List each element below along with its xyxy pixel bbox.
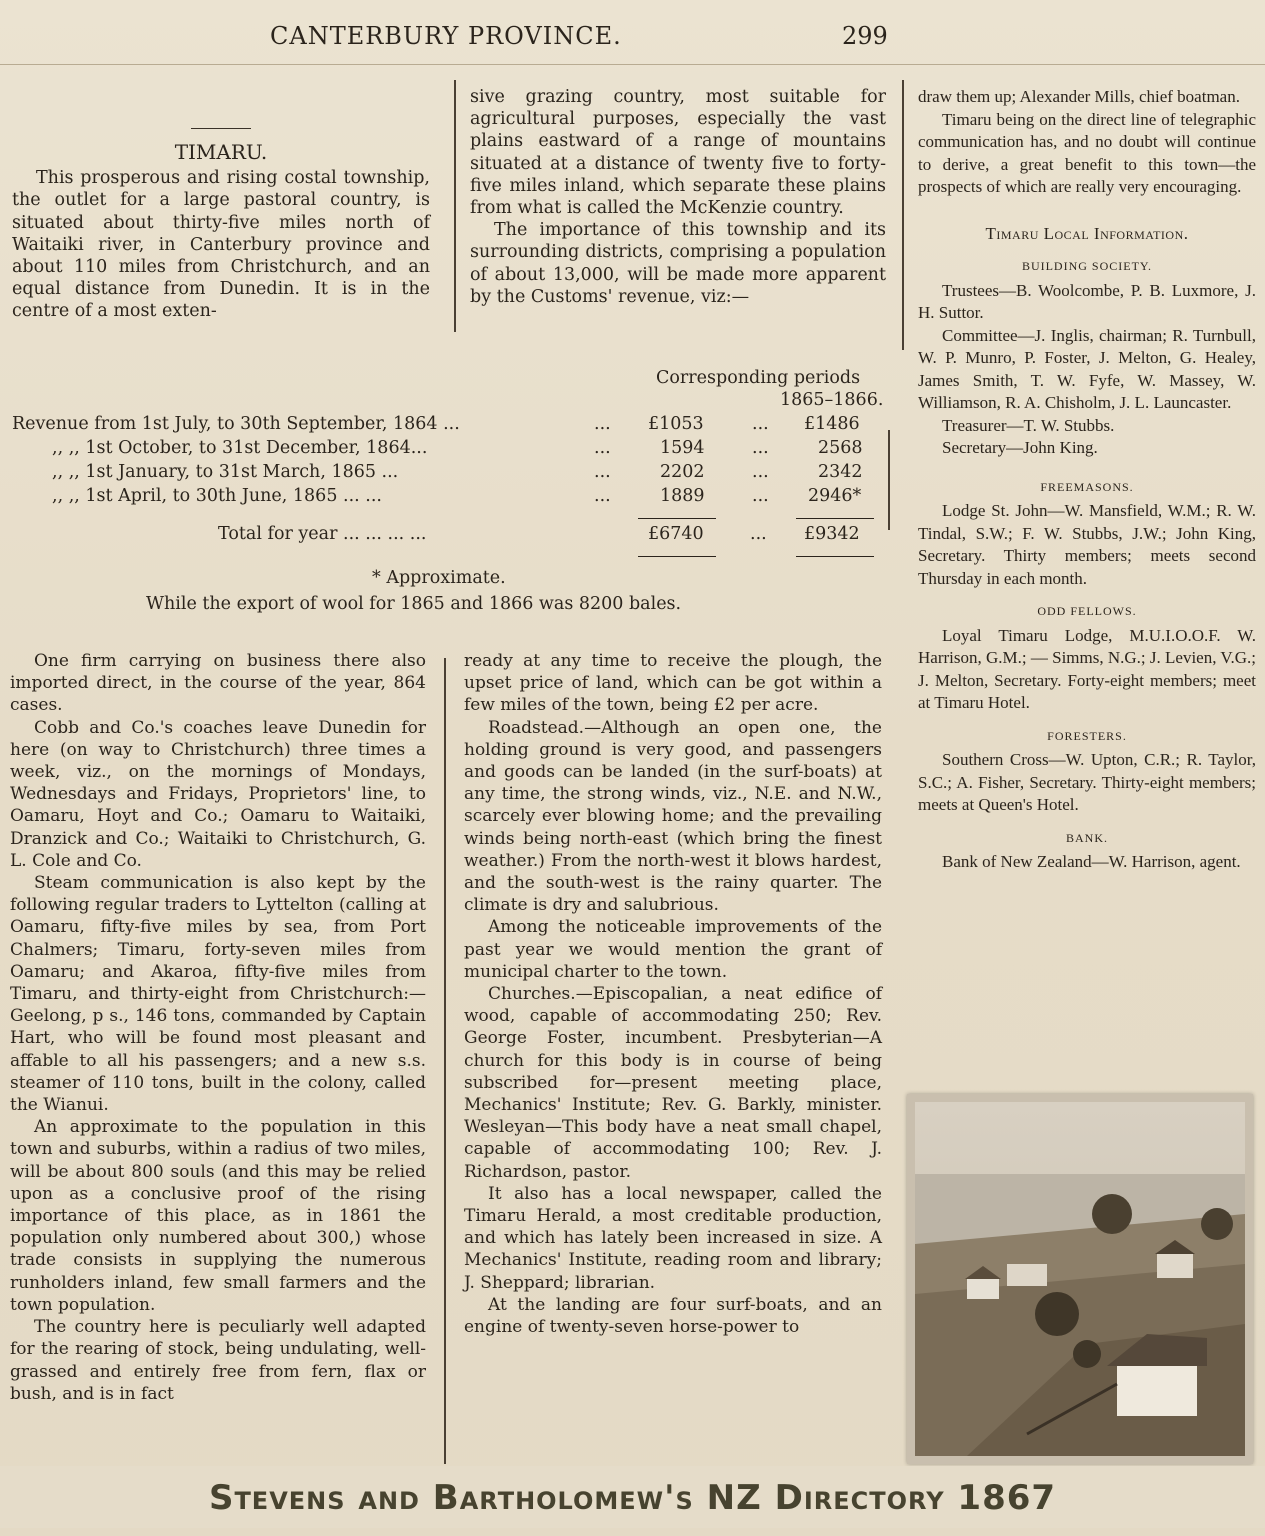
town-photo-illustration — [907, 1094, 1253, 1464]
running-title: CANTERBURY PROVINCE. — [270, 22, 622, 50]
total-rule-a — [638, 518, 716, 519]
timaru-photograph — [907, 1094, 1253, 1464]
revenue-row: ,, ,, 1st January, to 31st March, 1865 ... ... 2202 ... 2342 — [52, 462, 863, 482]
customs-revenue-table — [12, 368, 892, 618]
newspaper-paragraph: It also has a local newspaper, called the Timaru Herald, a most creditable production, and which has lately been increased in size. A Mechanics' Institute, reading room and library; J. Sheppard; librarian. — [464, 1183, 882, 1293]
churches-paragraph: Churches.—Episcopalian, a neat edifice of wood, capable of accommodating 250; Rev. George Foster, incumbent. Presbyterian—A church for this body is in course of being subscribed for—present meeting place, Mechanics' Institute; Rev. G. Barkly, minister. Wesleyan—This body have a neat small chapel, capable of accommodating 100; Rev. J. Richardson, pastor. — [464, 984, 882, 1182]
foresters-text: Southern Cross—W. Upton, C.R.; R. Taylor, S.C.; A. Fisher, Secretary. Thirty-eight members; meets at Queen's Hotel. — [918, 750, 1256, 814]
plough-paragraph: ready at any time to receive the plough, the upset price of land, which can be got within a few miles of the town, being £2 per acre. — [464, 651, 882, 716]
revenue-row: Revenue from 1st July, to 30th September, 1864 ... ... £1053 ... £1486 — [12, 414, 860, 434]
double-rule-b — [796, 556, 874, 557]
timaru-intro — [12, 128, 430, 323]
page-number: 299 — [842, 22, 888, 50]
column-rule-right-top — [902, 80, 904, 350]
total-rule-b — [796, 518, 874, 519]
bank-heading: BANK. — [1065, 830, 1108, 845]
grazing-paragraph: sive grazing country, most suitable for agricultural purposes, especially the vast plains eastward of a range of mountains situated at a distance of twenty five to forty-five miles inland, which separate these plains from what is called the McKenzie country. — [470, 87, 886, 219]
coaches-column — [10, 650, 426, 1405]
building-treasurer: Treasurer—T. W. Stubbs. — [942, 415, 1115, 435]
heading-rule — [191, 128, 251, 129]
roadstead-column — [464, 650, 882, 1338]
building-secretary: Secretary—John King. — [942, 438, 1098, 457]
grazing-column — [470, 86, 886, 308]
local-information-column — [918, 86, 1256, 874]
section-heading: TIMARU. — [174, 140, 268, 164]
steam-paragraph: Steam communication is also kept by the following regular traders to Lyttelton (calling at Oamaru, fifty-five miles by sea, from Port Chalmers; Timaru, forty-seven miles from Oamaru; and Akaroa, fifty-five miles from Timaru, and thirty-eight from Christchurch:—Geelong, p s., 146 tons, commanded by Captain Hart, who will be found most pleasant and affable to all his passengers; and a new s.s. steamer of 110 tons, built in the colony, called the Wianui. — [10, 873, 426, 1116]
periods-years: 1865–1866. — [780, 390, 884, 410]
local-info-title: Timaru Local Information. — [985, 223, 1189, 243]
importance-paragraph: The importance of this township and its surrounding districts, comprising a population of about 13,000, will be made more apparent by the Customs' revenue, viz:— — [470, 220, 886, 307]
header-rule — [0, 64, 1265, 65]
column-rule-bottom — [444, 658, 446, 1464]
population-paragraph: An approximate to the population in this town and suburbs, within a radius of two miles, will be about 800 souls (and this may be relied upon as a conclusive proof of the rising importance of this place, as in 1861 the population only numbered about 300,) whose trade consists in supplying the numerous runholders inland, few small farmers and the town population. — [10, 1117, 426, 1315]
country-paragraph: The country here is peculiarly well adapted for the rearing of stock, being undulating, well-grassed and entirely free from fern, flax or bush, and is in fact — [10, 1317, 426, 1404]
building-trustees: Trustees—B. Woolcombe, P. B. Luxmore, J. H. Suttor. — [918, 280, 1256, 322]
boatman-paragraph: draw them up; Alexander Mills, chief boatman. — [918, 87, 1240, 106]
footnote: * Approximate. — [372, 568, 506, 588]
directory-caption: Stevens and Bartholomew's NZ Directory 1867 — [208, 1478, 1057, 1518]
page-header — [0, 22, 1265, 62]
oddfellows-text: Loyal Timaru Lodge, M.U.I.O.O.F. W. Harrison, G.M.; — Simms, N.G.; J. Levien, V.G.; J. Melton, Secretary. Forty-eight members; meet at Timaru Hotel. — [918, 625, 1256, 712]
wool-note: While the export of wool for 1865 and 1866 was 8200 bales. — [146, 594, 682, 614]
freemasons-text: Lodge St. John—W. Mansfield, W.M.; R. W. Tindal, S.W.; F. W. Stubbs, J.W.; John King, Secretary. Thirty members; meets second Thursday in each month. — [918, 501, 1256, 588]
imports-paragraph: One firm carrying on business there also imported direct, in the course of the year, 864 cases. — [10, 651, 426, 716]
coaches-paragraph: Cobb and Co.'s coaches leave Dunedin for here (on way to Christchurch) three times a week, viz., on the mornings of Mondays, Wednesdays and Fridays, Proprietors' line, to Oamaru, Hoyt and Co.; Oamaru to Waitaiki, Dranzick and Co.; Waitaiki to Christchurch, G. L. Cole and Co. — [10, 717, 426, 871]
column-rule-top — [454, 80, 456, 332]
freemasons-heading: FREEMASONS. — [1040, 479, 1134, 494]
building-committee: Committee—J. Inglis, chairman; R. Turnbull, W. P. Munro, P. Foster, J. Melton, G. Healey, James Smith, T. W. Fyfe, W. Massey, W. Williamson, R. A. Chisholm, J. L. Launcaster. — [918, 325, 1256, 412]
periods-header: Corresponding periods — [656, 368, 861, 388]
bank-text: Bank of New Zealand—W. Harrison, agent. — [942, 852, 1241, 871]
oddfellows-heading: ODD FELLOWS. — [1037, 604, 1137, 618]
revenue-total-row: Total for year ... ... ... ... £6740 ... £9342 — [218, 524, 860, 544]
building-society-heading: BUILDING SOCIETY. — [1021, 259, 1153, 273]
double-rule-a — [638, 556, 716, 557]
intro-paragraph: This prosperous and rising costal township, the outlet for a large pastoral country, is situated about thirty-five miles north of Waitaiki river, in Canterbury province and about 110 miles from Christchurch, and an equal distance from Dunedin. It is in the centre of a most exten- — [12, 168, 430, 322]
improvements-paragraph: Among the noticeable improvements of the past year we would mention the grant of municipal charter to the town. — [464, 917, 882, 982]
revenue-row: ,, ,, 1st April, to 30th June, 1865 ... ... ... 1889 ... 2946* — [52, 486, 862, 506]
revenue-row: ,, ,, 1st October, to 31st December, 1864... ... 1594 ... 2568 — [52, 438, 863, 458]
telegraph-paragraph: Timaru being on the direct line of telegraphic communication has, and no doubt will continue to derive, a great benefit to this town—the prospects of which are really very encouraging. — [918, 109, 1256, 196]
landing-paragraph: At the landing are four surf-boats, and an engine of twenty-seven horse-power to — [464, 1294, 882, 1338]
foresters-heading: FORESTERS. — [1047, 728, 1127, 743]
roadstead-paragraph: Roadstead.—Although an open one, the holding ground is very good, and passengers and goods can be landed (in the surf-boats) at any time, the strong winds, viz., N.E. and N.W., scarcely ever blowing home; and the prevailing winds being north-east (which bring the finest weather.) From the north-west it blows hardest, and the south-west is the rainy quarter. The climate is dry and salubrious. — [464, 717, 882, 916]
